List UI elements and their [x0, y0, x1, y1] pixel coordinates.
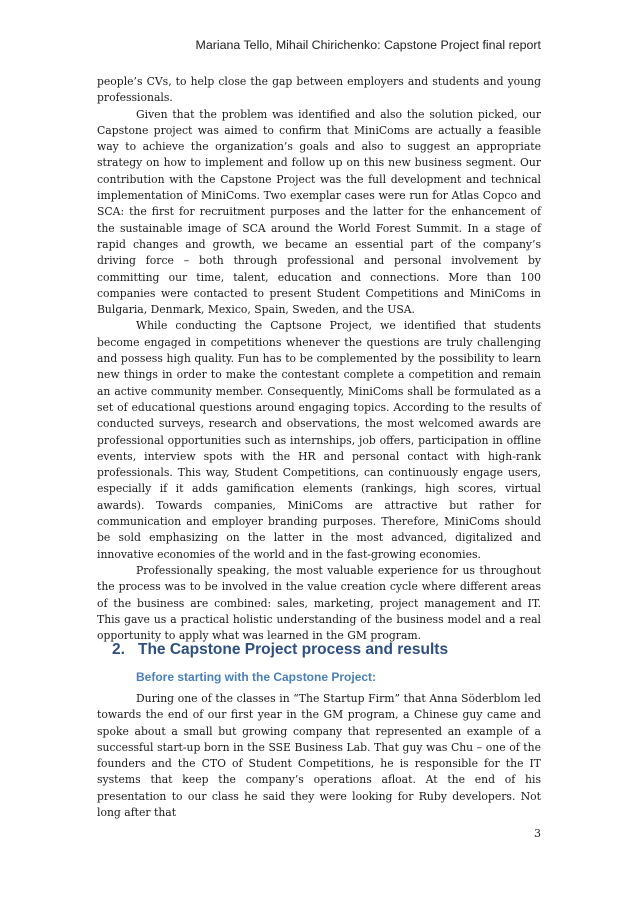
- paragraph: Given that the problem was identified and also the solution picked, our Capstone project was aimed to confirm that MiniComs are actually a feasible way to achieve the organization’s goals and also to suggest an appropriate strategy on how to implement and follow up on this new business segment. Our contribution with the Capstone Project was the full development and technical implementation of MiniComs. Two exemplar cases were run for Atlas Copco and SCA: the first for recruitment purposes and the latter for the enhancement of the sustainable image of SCA around the World Forest Summit. In a stage of rapid changes and growth, we became an essential part of the company’s driving force – both through professional and personal involvement by committing our time, talent, education and connections. More than 100 companies were contacted to present Student Competitions and MiniComs in Bulgaria, Denmark, Mexico, Spain, Sweden, and the USA.: [97, 107, 541, 317]
- paragraph: Professionally speaking, the most valuable experience for us throughout the process was to be involved in the value creation cycle where different areas of the business are combined: sales, marketing, project management and IT. This gave us a practical holistic understanding of the business model and a real opportunity to apply what was learned in the GM program.: [97, 563, 541, 643]
- running-header: Mariana Tello, Mihail Chirichenko: Capstone Project final report: [195, 38, 541, 52]
- paragraph: people’s CVs, to help close the gap between employers and students and young professionals.: [97, 75, 541, 105]
- section-body-text: [97, 691, 541, 821]
- paragraph: While conducting the Captsone Project, we identified that students become engaged in competitions whenever the questions are truly challenging and possess high quality. Fun has to be complemented by the possibility to learn new things in order to make the contestant complete a competition and remain an active community member. Consequently, MiniComs shall be formulated as a set of educational questions around engaging topics. According to the results of conducted surveys, research and observations, the most welcomed awards are professional opportunities such as internships, job offers, participation in offline events, interview spots with the HR and personal contact with high-rank professionals. This way, Student Competitions, can continuously engage users, especially if it adds gamification elements (rankings, high scores, virtual awards). Towards companies, MiniComs are attractive but rather for communication and employer branding purposes. Therefore, MiniComs should be sold emphasizing on the latter in the most advanced, digitalized and innovative economies of the world and in the fast-growing economies.: [97, 319, 541, 561]
- section-number: 2.: [112, 641, 125, 658]
- paragraph: During one of the classes in “The Startup Firm” that Anna Söderblom led towards the end of our first year in the GM program, a Chinese guy came and spoke about a small but growing company that represented an example of a successful start-up born in the SSE Business Lab. That guy was Chu – one of the founders and the CTO of Student Competitions, he is responsible for the IT systems that keep the company’s operations afloat. At the end of his presentation to our class he said they were looking for Ruby developers. Not long after that: [97, 692, 541, 820]
- section-title: The Capstone Project process and results: [138, 641, 449, 658]
- section-heading: [112, 641, 448, 659]
- body-text: [97, 74, 541, 644]
- subheading: Before starting with the Capstone Project:: [136, 670, 377, 684]
- page-number: 3: [534, 827, 541, 840]
